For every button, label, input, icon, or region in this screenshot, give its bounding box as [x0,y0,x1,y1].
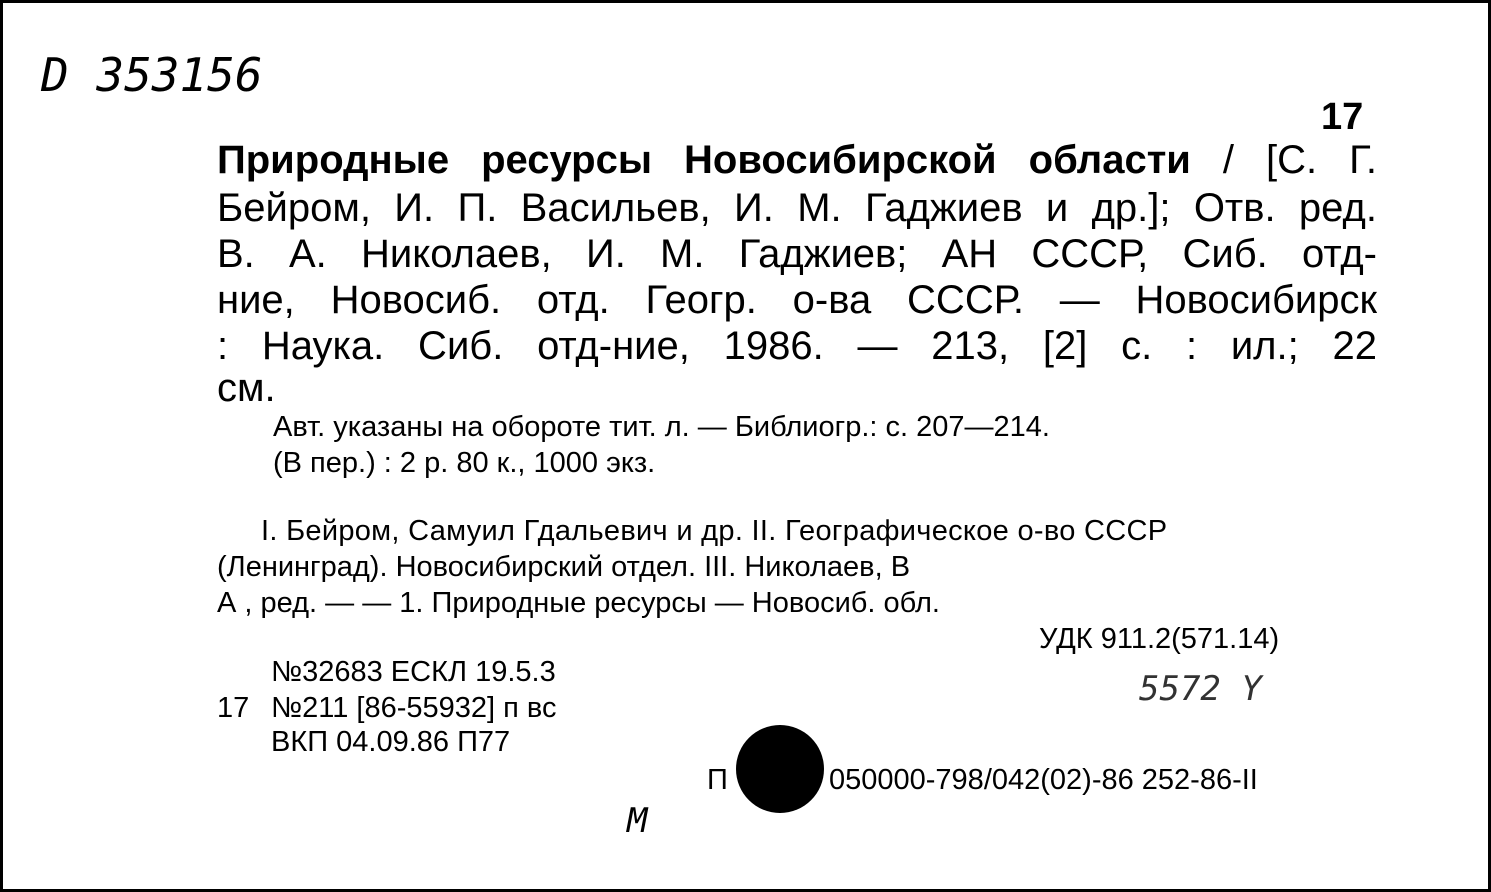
accession-line-1: №32683 ЕСКЛ 19.5.3 [271,656,556,688]
tracing-line-1: I. Бейром, Самуил Гдальевич и др. II. Географическое о-во СССР [261,515,1168,547]
note-line-1: Авт. указаны на обороте тит. л. — Библиогр.: с. 207—214. [273,411,1050,443]
description-line-6: см. [217,366,276,410]
description-line-1-rest: / [С. Г. [1222,138,1377,182]
description-line-4: ние, Новосиб. отд. Геогр. о-ва СССР. — Новосибирск [217,278,1377,322]
accession-line-3: ВКП 04.09.86 П77 [271,726,511,758]
accession-line-2: №211 [86-55932] п вс [271,692,557,724]
handwritten-initials: M [627,801,648,841]
punch-hole [736,725,824,813]
accession-prefix: 17 [217,692,250,724]
price-code-prefix: П [707,764,728,796]
description-line-3: В. А. Николаев, И. М. Гаджиев; АН СССР, Сиб. отд- [217,232,1377,276]
tracing-line-3: А , ред. — — 1. Природные ресурсы — Новосиб. обл. [217,587,940,619]
handwritten-code: 5572 Y [1139,669,1262,709]
description-line-2: Бейром, И. П. Васильев, И. М. Гаджиев и др.]; Отв. ред. [217,186,1377,230]
book-title: Природные ресурсы Новосибирской области [217,138,1191,182]
entry-number: 17 [1321,96,1364,138]
call-number: D 353156 [41,48,263,102]
tracing-line-2: (Ленинград). Новосибирский отдел. III. Николаев, В [217,551,911,583]
description-line-1 [217,137,1377,183]
description-line-5: : Наука. Сиб. отд-ние, 1986. — 213, [2] с. : ил.; 22 [217,324,1377,368]
note-line-2: (В пер.) : 2 р. 80 к., 1000 экз. [273,447,656,479]
udk-classification: УДК 911.2(571.14) [1039,623,1280,655]
price-code: 050000-798/042(02)-86 252-86-II [829,764,1258,796]
